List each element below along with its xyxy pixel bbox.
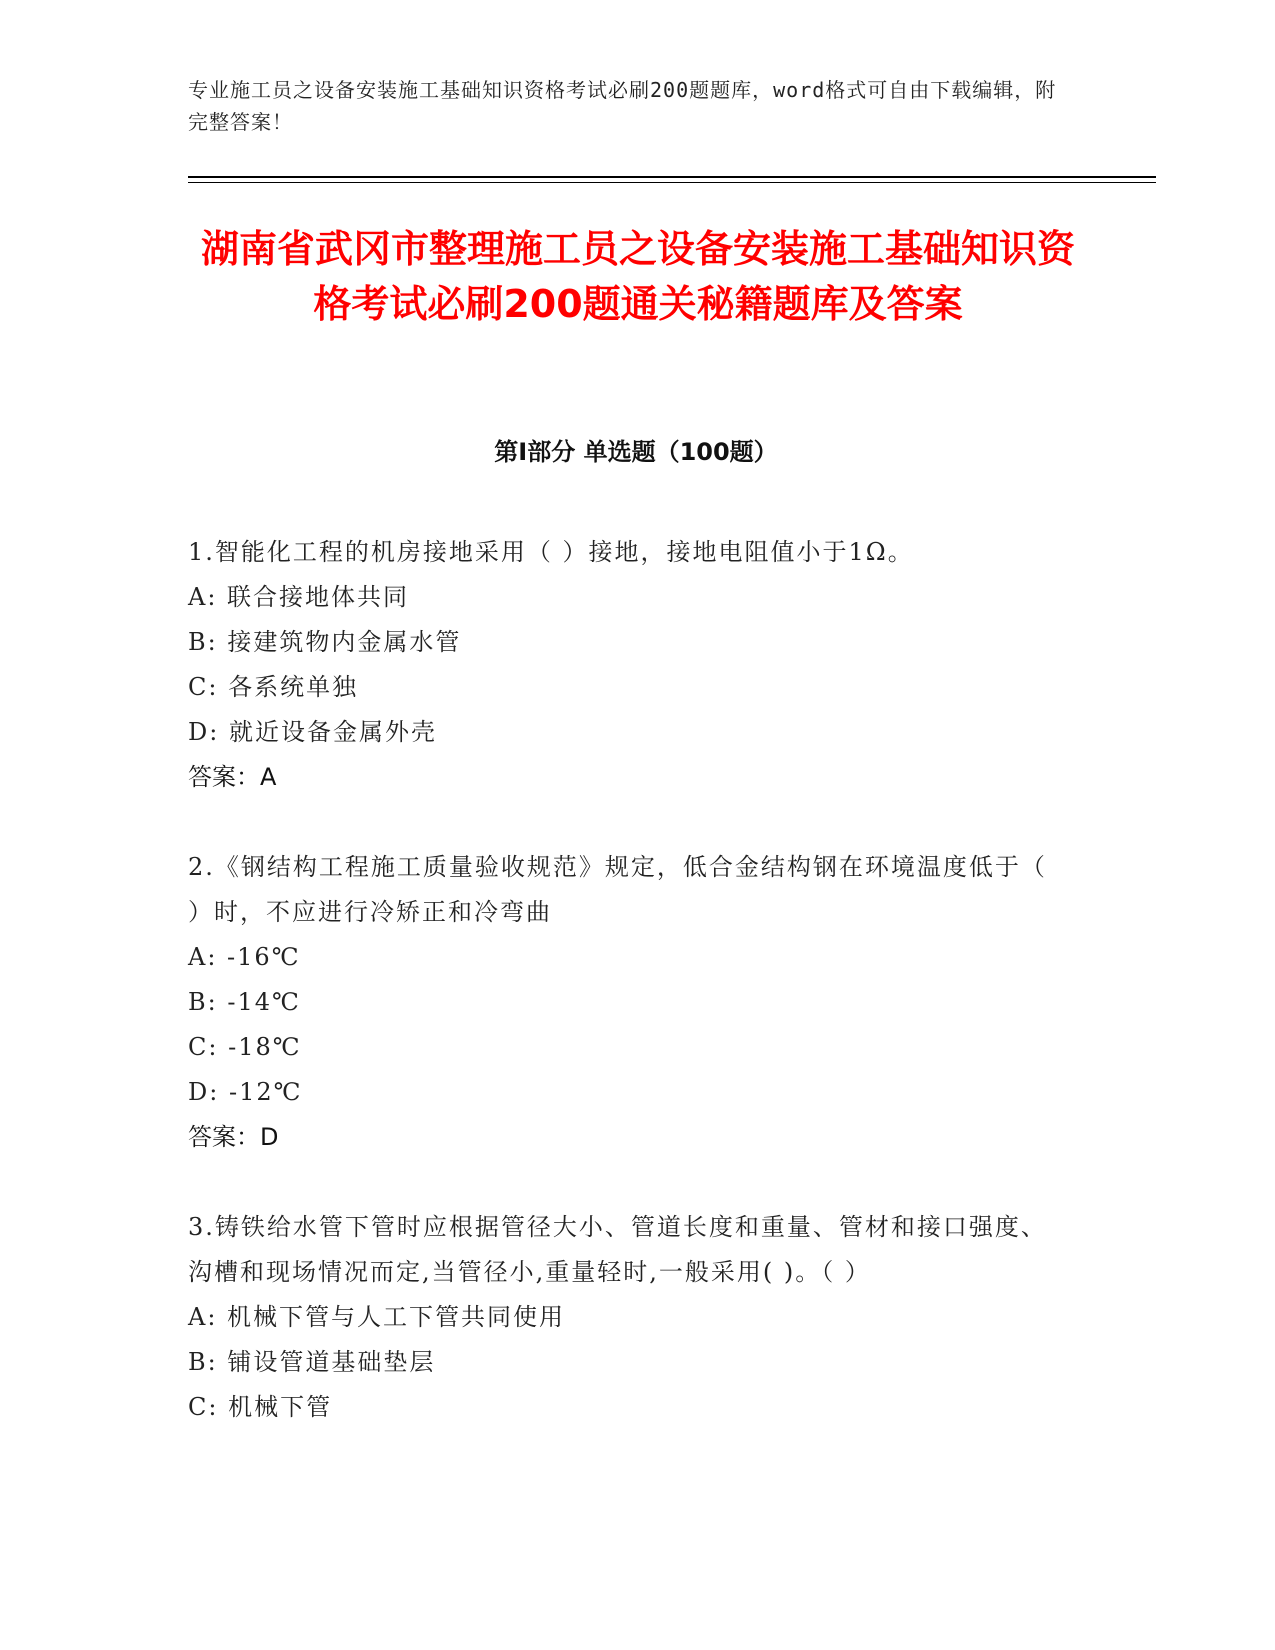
- answer: 答案：D: [188, 1123, 279, 1151]
- option-d: D: -12℃: [188, 1078, 303, 1106]
- question-spacer: [188, 1160, 1068, 1205]
- option-d: D: 就近设备金属外壳: [188, 718, 437, 746]
- question-list: [188, 530, 1068, 1430]
- option-c: C: 各系统单独: [188, 673, 359, 701]
- question-stem: 2.《钢结构工程施工质量验收规范》规定，低合金结构钢在环境温度低于（ ）时，不应进行冷矫正和冷弯曲: [188, 853, 1047, 926]
- header-note: 专业施工员之设备安装施工基础知识资格考试必刷200题题库，word格式可自由下载编辑，附完整答案！: [188, 78, 1057, 134]
- question-2: [188, 845, 1068, 1160]
- answer: 答案：A: [188, 763, 277, 791]
- option-b: B: 接建筑物内金属水管: [188, 628, 462, 656]
- question-1: [188, 530, 1068, 800]
- question-spacer: [188, 800, 1068, 845]
- option-c: C: 机械下管: [188, 1393, 333, 1421]
- header-divider-thick: [188, 176, 1156, 178]
- option-a: A: 机械下管与人工下管共同使用: [188, 1303, 566, 1331]
- option-b: B: 铺设管道基础垫层: [188, 1348, 436, 1376]
- option-c: C: -18℃: [188, 1033, 302, 1061]
- question-3: [188, 1205, 1068, 1430]
- option-a: A: 联合接地体共同: [188, 583, 410, 611]
- header-divider-thin: [188, 182, 1156, 183]
- document-title: 湖南省武冈市整理施工员之设备安装施工基础知识资格考试必刷200题通关秘籍题库及答案: [200, 227, 1075, 326]
- option-a: A: -16℃: [188, 943, 301, 971]
- option-b: B: -14℃: [188, 988, 301, 1016]
- section-title: 第Ⅰ部分 单选题（100题）: [494, 438, 778, 466]
- question-stem: 3.铸铁给水管下管时应根据管径大小、管道长度和重量、管材和接口强度、沟槽和现场情况而定,当管径小,重量轻时,一般采用( )。（ ）: [188, 1213, 1047, 1286]
- question-stem: 1.智能化工程的机房接地采用（ ）接地，接地电阻值小于1Ω。: [188, 538, 914, 566]
